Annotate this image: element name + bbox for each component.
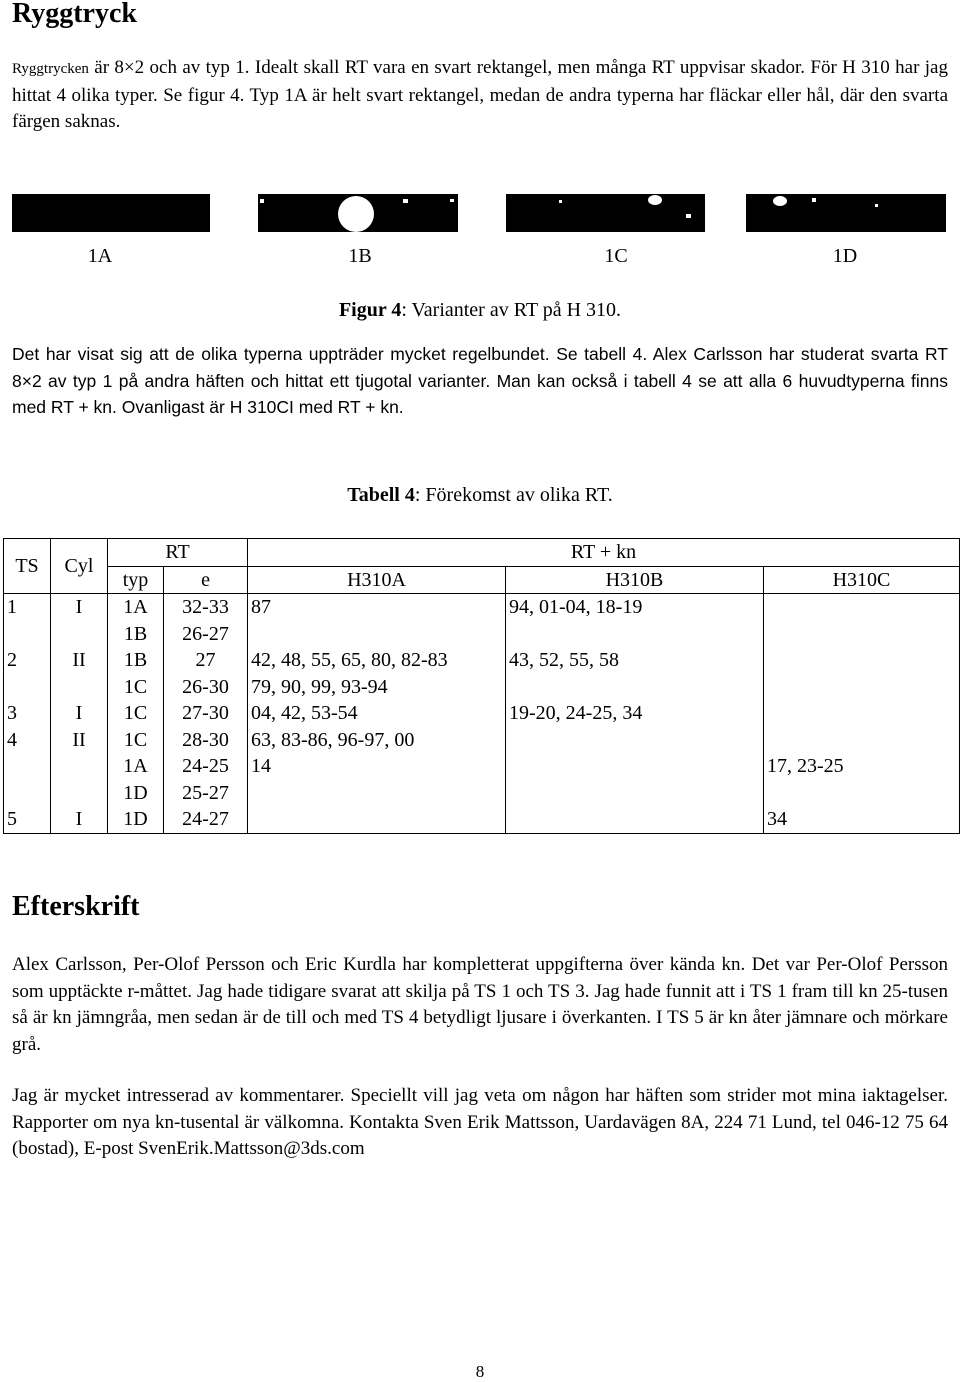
cell-h310c <box>764 700 960 727</box>
cell-cyl <box>51 780 108 807</box>
intro-text: är 8×2 och av typ 1. Idealt skall RT vara en svart rektangel, men många RT uppvisar skador. För H 310 har jag hittat 4 olika typer. Se figur 4. Typ 1A är helt svart rektangel, medan de andra typerna har fläckar eller hål, där den svarta färgen saknas. <box>12 57 948 132</box>
cell-cyl <box>51 674 108 701</box>
cell-cyl: I <box>51 594 108 621</box>
cell-cyl <box>51 753 108 780</box>
cell-e: 28-30 <box>164 727 248 754</box>
page-number: 8 <box>475 1362 485 1381</box>
cell-h310a <box>248 780 506 807</box>
cell-h310a <box>248 806 506 833</box>
table-header-row-2 <box>4 566 960 594</box>
header-cyl: Cyl <box>51 539 108 594</box>
cell-typ: 1A <box>108 753 164 780</box>
table-row <box>4 700 960 727</box>
cell-e: 24-25 <box>164 753 248 780</box>
cell-ts: 4 <box>4 727 51 754</box>
rt-variants-figure <box>0 190 960 240</box>
cell-cyl: II <box>51 647 108 674</box>
table-row <box>4 621 960 648</box>
figure-caption <box>0 299 960 322</box>
cell-typ: 1C <box>108 727 164 754</box>
intro-paragraph <box>12 55 948 136</box>
variant-1b-image <box>258 194 458 232</box>
cell-e: 32-33 <box>164 594 248 621</box>
cell-h310c: 34 <box>764 806 960 833</box>
cell-ts <box>4 674 51 701</box>
header-rt-kn: RT + kn <box>248 539 960 567</box>
table-row <box>4 727 960 754</box>
cell-h310b <box>506 727 764 754</box>
cell-ts <box>4 621 51 648</box>
cell-ts: 5 <box>4 806 51 833</box>
cell-h310a: 79, 90, 99, 93-94 <box>248 674 506 701</box>
cell-h310c: 17, 23-25 <box>764 753 960 780</box>
table-row <box>4 753 960 780</box>
header-e: e <box>164 566 248 594</box>
figure-label-1a: 1A <box>87 245 113 267</box>
cell-h310c <box>764 621 960 648</box>
body-paragraph-2: Det har visat sig att de olika typerna uppträder mycket regelbundet. Se tabell 4. Alex Carlsson har studerat svarta RT 8×2 av typ 1 på andra häften och hittat ett tjugotal varianter. Man kan också i tabell 4 se att alla 6 huvudtyperna finns med RT + kn. Ovanligast är H 310CI med RT + kn. <box>12 344 948 417</box>
cell-h310a: 63, 83-86, 96-97, 00 <box>248 727 506 754</box>
cell-h310c <box>764 594 960 621</box>
cell-cyl <box>51 621 108 648</box>
table-header-row-1 <box>4 539 960 567</box>
cell-h310a: 87 <box>248 594 506 621</box>
cell-typ: 1C <box>108 674 164 701</box>
figure-caption-label: Figur 4 <box>338 299 402 321</box>
header-h310a: H310A <box>248 566 506 594</box>
cell-h310b <box>506 780 764 807</box>
table-row <box>4 647 960 674</box>
header-typ: typ <box>108 566 164 594</box>
cell-e: 26-27 <box>164 621 248 648</box>
intro-lead: Ryggtrycken <box>12 61 89 77</box>
afterword-paragraph-1: Alex Carlsson, Per-Olof Persson och Eric Kurdla har kompletterat uppgifterna över kända kn. Det var Per-Olof Persson som upptäckte r-måttet. Jag hade tidigare svarat att skilja på TS 1 och TS 3. Jag hade funnit att i TS 1 fram till kn 25-tusen så är kn jämngråa, men sedan är de till och med TS 4 betydligt ljusare i överkanten. I TS 5 är kn åter jämnare och mörkare grå. <box>12 954 948 1055</box>
cell-h310a: 42, 48, 55, 65, 80, 82-83 <box>248 647 506 674</box>
header-rt: RT <box>108 539 248 567</box>
variant-1a-image <box>12 194 210 232</box>
afterword-paragraph-2: Jag är mycket intresserad av kommentarer. Speciellt vill jag veta om någon har häften som strider mot mina iaktagelser. Rapporter om nya kn-tusental är välkomna. Kontakta Sven Erik Mattsson, Uardavägen 8A, 224 71 Lund, tel 046-12 75 64 (bostad), E-post SvenErik.Mattsson@3ds.com <box>12 1085 948 1159</box>
cell-h310b <box>506 674 764 701</box>
cell-h310a: 14 <box>248 753 506 780</box>
cell-ts <box>4 780 51 807</box>
header-h310c: H310C <box>764 566 960 594</box>
cell-ts: 3 <box>4 700 51 727</box>
cell-h310c <box>764 647 960 674</box>
cell-cyl: I <box>51 700 108 727</box>
cell-h310b <box>506 806 764 833</box>
cell-h310a: 04, 42, 53-54 <box>248 700 506 727</box>
cell-e: 24-27 <box>164 806 248 833</box>
cell-typ: 1B <box>108 647 164 674</box>
variant-1c-image <box>506 194 705 232</box>
variant-1d-image <box>746 194 946 232</box>
figure-label-1b: 1B <box>348 245 372 267</box>
table-row <box>4 780 960 807</box>
cell-typ: 1D <box>108 780 164 807</box>
cell-e: 25-27 <box>164 780 248 807</box>
header-ts: TS <box>4 539 51 594</box>
table-caption <box>0 484 960 507</box>
cell-e: 26-30 <box>164 674 248 701</box>
cell-typ: 1A <box>108 594 164 621</box>
cell-h310b <box>506 621 764 648</box>
cell-h310b: 19-20, 24-25, 34 <box>506 700 764 727</box>
cell-h310c <box>764 727 960 754</box>
cell-h310b: 94, 01-04, 18-19 <box>506 594 764 621</box>
table-caption-text: : Förekomst av olika RT. <box>414 484 613 506</box>
cell-e: 27 <box>164 647 248 674</box>
cell-h310a <box>248 621 506 648</box>
figure-label-1c: 1C <box>604 245 628 267</box>
table-row <box>4 594 960 621</box>
cell-h310b: 43, 52, 55, 58 <box>506 647 764 674</box>
cell-e: 27-30 <box>164 700 248 727</box>
header-h310b: H310B <box>506 566 764 594</box>
cell-typ: 1D <box>108 806 164 833</box>
section-title: Ryggtryck <box>12 0 137 29</box>
cell-typ: 1B <box>108 621 164 648</box>
figure-label-1d: 1D <box>832 245 858 267</box>
table-caption-label: Tabell 4 <box>347 484 415 506</box>
cell-ts: 2 <box>4 647 51 674</box>
occurrence-table <box>3 538 960 834</box>
cell-cyl: II <box>51 727 108 754</box>
cell-h310c <box>764 674 960 701</box>
cell-h310b <box>506 753 764 780</box>
cell-cyl: I <box>51 806 108 833</box>
afterword-heading: Efterskrift <box>12 891 140 922</box>
cell-h310c <box>764 780 960 807</box>
cell-ts: 1 <box>4 594 51 621</box>
cell-ts <box>4 753 51 780</box>
table-row <box>4 674 960 701</box>
figure-caption-text: : Varianter av RT på H 310. <box>401 299 622 321</box>
cell-typ: 1C <box>108 700 164 727</box>
table-row <box>4 806 960 833</box>
